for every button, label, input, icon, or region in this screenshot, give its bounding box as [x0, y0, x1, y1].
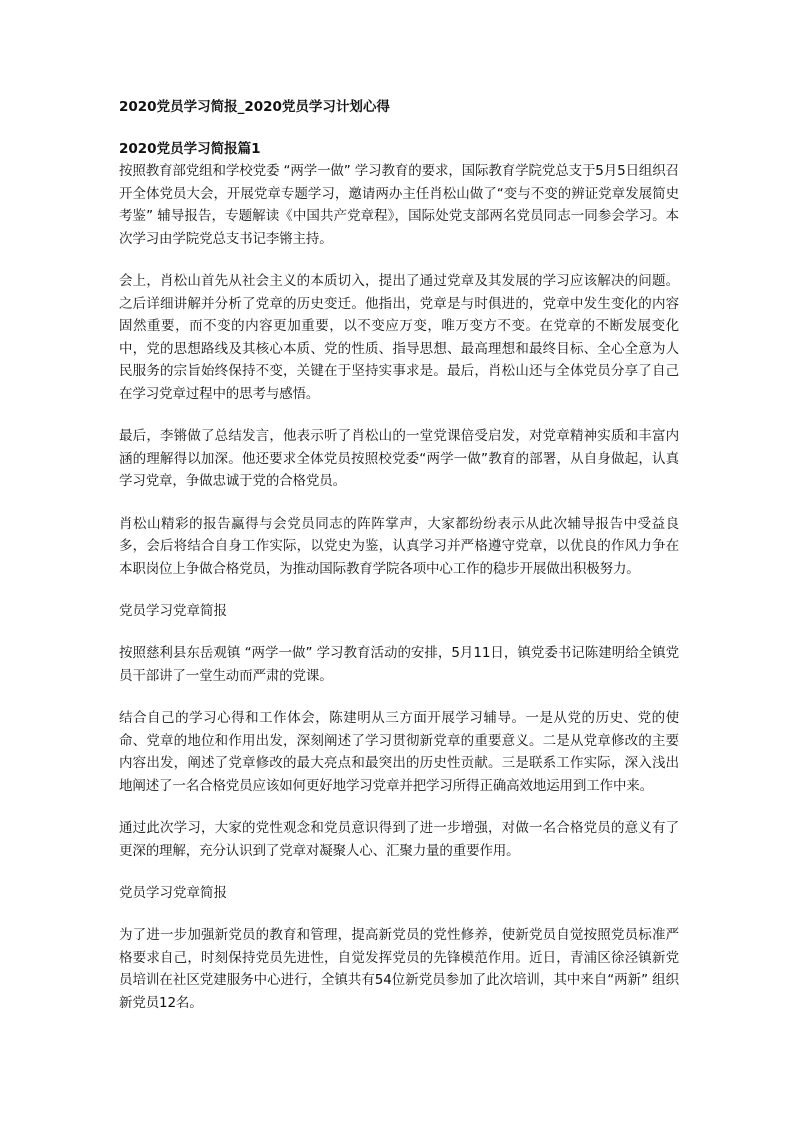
section-3-heading: 党员学习党章简报	[119, 885, 227, 901]
section-1-paragraph-1: 按照教育部党组和学校党委 “两学一做” 学习教育的要求，国际教育学院党总支于5月5日组织召开全体党员大会，开展党章专题学习，邀请两办主任肖松山做了“变与不变的辨证党章发展简史考鉴” 辅导报告，专题解读《中国共产党章程》，国际处党支部两名党员同志一同参会学习。本次学习由学院党总支书记李锵主持。	[119, 163, 679, 247]
section-3-paragraph-1: 为了进一步加强新党员的教育和管理，提高新党员的党性修养，使新党员自觉按照党员标准严格要求自己，时刻保持党员先进性，自觉发挥党员的先锋模范作用。近日，青浦区徐泾镇新党员培训在社区党建服务中心进行，全镇共有54位新党员参加了此次培训，其中来自“两新” 组织新党员12名。	[119, 927, 679, 1011]
section-1-paragraph-4: 肖松山精彩的报告赢得与会党员同志的阵阵掌声，大家都纷纷表示从此次辅导报告中受益良多，会后将结合自身工作实际，以党史为鉴，认真学习并严格遵守党章，以优良的作风力争在本职岗位上争做合格党员，为推动国际教育学院各项中心工作的稳步开展做出积极努力。	[119, 515, 679, 577]
section-2-heading: 党员学习党章简报	[119, 603, 227, 619]
document-title: 2020党员学习简报_2020党员学习计划心得	[119, 99, 390, 115]
section-1-paragraph-2: 会上，肖松山首先从社会主义的本质切入，提出了通过党章及其发展的学习应该解决的问题。之后详细讲解并分析了党章的历史变迁。他指出，党章是与时俱进的，党章中发生变化的内容固然重要，而不变的内容更加重要，以不变应万变，唯万变方不变。在党章的不断发展变化中，党的思想路线及其核心本质、党的性质、指导思想、最高理想和最终目标、全心全意为人民服务的宗旨始终保持不变，关键在于坚持实事求是。最后，肖松山还与全体党员分享了自己在学习党章过程中的思考与感悟。	[119, 273, 679, 402]
section-1-heading: 2020党员学习简报篇1	[119, 141, 261, 157]
section-2-paragraph-1: 按照慈利县东岳观镇 “两学一做” 学习教育活动的安排，5月11日，镇党委书记陈建明给全镇党员干部讲了一堂生动而严肃的党课。	[119, 645, 679, 684]
section-1-paragraph-3: 最后，李锵做了总结发言，他表示听了肖松山的一堂党课倍受启发，对党章精神实质和丰富内涵的理解得以加深。他还要求全体党员按照校党委“两学一做”教育的部署，从自身做起，认真学习党章，争做忠诚于党的合格党员。	[119, 428, 679, 489]
section-2-paragraph-2: 结合自己的学习心得和工作体会，陈建明从三方面开展学习辅导。一是从党的历史、党的使命、党章的地位和作用出发，深刻阐述了学习贯彻新党章的重要意义。二是从党章修改的主要内容出发，阐述了党章修改的最大亮点和最突出的历史性贡献。三是联系工作实际，深入浅出地阐述了一名合格党员应该如何更好地学习党章并把学习所得正确高效地运用到工作中来。	[119, 710, 679, 794]
document-page	[119, 97, 679, 1034]
section-2-paragraph-3: 通过此次学习，大家的党性观念和党员意识得到了进一步增强，对做一名合格党员的意义有了更深的理解，充分认识到了党章对凝聚人心、汇聚力量的重要作用。	[119, 820, 679, 859]
